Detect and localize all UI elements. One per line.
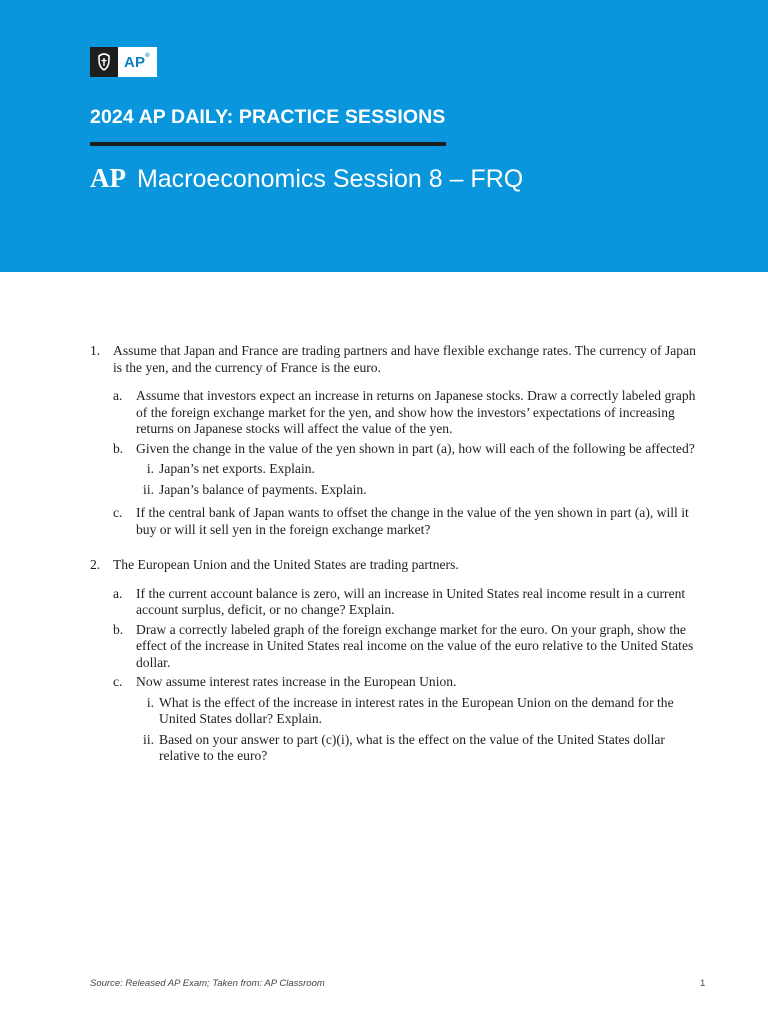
ap-logo <box>90 47 157 77</box>
question-2-part-c <box>113 674 702 769</box>
part-text: Given the change in the value of the yen shown in part (a), how will each of the following be affected? <box>136 440 695 456</box>
source-note: Source: Released AP Exam; Taken from: AP Classroom <box>90 978 325 989</box>
question-1-part-a <box>113 388 702 438</box>
subpart-label: ii. <box>143 731 154 747</box>
part-label: c. <box>113 674 123 689</box>
series-title: 2024 AP DAILY: PRACTICE SESSIONS <box>90 106 446 128</box>
question-1 <box>90 343 702 541</box>
page-title <box>90 163 523 194</box>
logo-text: AP® <box>124 52 150 71</box>
header-banner <box>0 0 768 272</box>
question-number: 2. <box>90 557 101 572</box>
session-title-text: Macroeconomics Session 8 – FRQ <box>136 165 524 193</box>
part-label: c. <box>113 505 123 520</box>
subpart-label: i. <box>146 461 154 476</box>
question-2 <box>90 557 702 772</box>
part-text: Draw a correctly labeled graph of the foreign exchange market for the euro. On your graph, show the effect of the increase in United States real income on the value of the euro relative to the United States dollar. <box>136 621 694 670</box>
part-text: If the central bank of Japan wants to offset the change in the value of the yen shown in part (a), will it buy or will it sell yen in the foreign exchange market? <box>136 505 689 537</box>
part-text: If the current account balance is zero, will an increase in United States real income result in a current account surplus, deficit, or no change? Explain. <box>136 585 686 617</box>
registered-mark: ® <box>145 52 150 59</box>
page-number: 1 <box>700 978 706 989</box>
question-2-part-c-ii <box>136 732 702 765</box>
part-label: b. <box>113 621 124 637</box>
part-label: a. <box>113 585 123 601</box>
question-number: 1. <box>90 343 101 358</box>
part-label: b. <box>113 440 124 456</box>
part-label: a. <box>113 388 123 403</box>
subpart-label: i. <box>146 694 154 710</box>
part-text: Assume that investors expect an increase in returns on Japanese stocks. Draw a correctly labeled graph of the foreign exchange market for the yen, and show how the investors’ expectations of increasing returns on Japanese stocks will affect the value of the yen. <box>136 388 696 436</box>
question-text: Assume that Japan and France are trading partners and have flexible exchange rates. The currency of Japan is the yen, and the currency of France is the euro. <box>113 343 696 375</box>
subpart-text: What is the effect of the increase in interest rates in the European Union on the demand for the United States dollar? Explain. <box>159 694 674 726</box>
question-2-part-a <box>113 586 702 619</box>
session-prefix: AP <box>90 163 126 193</box>
part-text: Now assume interest rates increase in the European Union. <box>136 674 457 689</box>
question-2-part-b <box>113 622 702 672</box>
question-1-part-c <box>113 505 702 538</box>
question-1-part-b-ii <box>136 482 702 499</box>
question-1-part-b <box>113 441 702 503</box>
subpart-text: Based on your answer to part (c)(i), what is the effect on the value of the United States dollar relative to the euro? <box>159 731 665 763</box>
question-text: The European Union and the United States are trading partners. <box>113 557 459 572</box>
college-board-acorn-icon <box>90 47 118 77</box>
subpart-label: ii. <box>143 481 154 497</box>
subpart-text: Japan’s net exports. Explain. <box>159 461 315 476</box>
title-divider <box>90 142 446 146</box>
subpart-text: Japan’s balance of payments. Explain. <box>159 481 367 497</box>
question-1-part-b-i <box>136 461 702 478</box>
questions-list <box>90 343 702 772</box>
question-2-part-c-i <box>136 695 702 728</box>
